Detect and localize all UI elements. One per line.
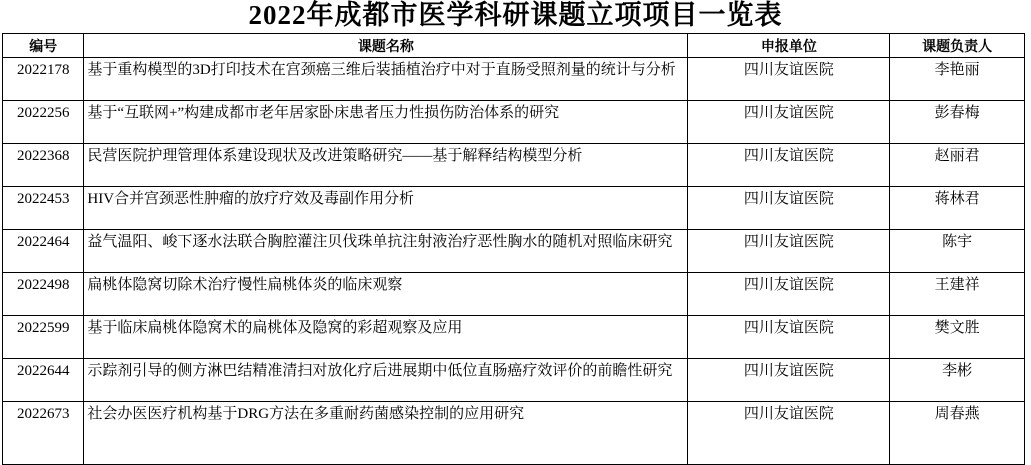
project-id: 2022256: [3, 101, 84, 144]
project-unit: 四川友谊医院: [688, 316, 890, 359]
column-header-name: 课题名称: [84, 34, 688, 58]
project-leader: 李艳丽: [890, 58, 1025, 101]
project-id: 2022644: [3, 359, 84, 402]
project-name: 示踪剂引导的侧方淋巴结精准清扫对放化疗后进展期中低位直肠癌疗效评价的前瞻性研究: [84, 359, 688, 402]
table-row: [3, 58, 1025, 101]
project-name: 基于“互联网+”构建成都市老年居家卧床患者压力性损伤防治体系的研究: [84, 101, 688, 144]
project-unit: 四川友谊医院: [688, 144, 890, 187]
project-leader: 周春燕: [890, 402, 1025, 465]
project-id: 2022498: [3, 273, 84, 316]
project-unit: 四川友谊医院: [688, 101, 890, 144]
project-name: 基于临床扁桃体隐窝术的扁桃体及隐窝的彩超观察及应用: [84, 316, 688, 359]
project-id: 2022178: [3, 58, 84, 101]
project-unit: 四川友谊医院: [688, 402, 890, 465]
table-row: [3, 101, 1025, 144]
column-header-leader: 课题负责人: [890, 34, 1025, 58]
project-leader: 彭春梅: [890, 101, 1025, 144]
table-row: [3, 273, 1025, 316]
project-leader: 陈宇: [890, 230, 1025, 273]
project-leader: 王建祥: [890, 273, 1025, 316]
table-row: [3, 144, 1025, 187]
project-name: 益气温阳、峻下逐水法联合胸腔灌注贝伐珠单抗注射液治疗恶性胸水的随机对照临床研究: [84, 230, 688, 273]
project-name: HIV合并宫颈恶性肿瘤的放疗疗效及毒副作用分析: [84, 187, 688, 230]
table-row: [3, 230, 1025, 273]
project-unit: 四川友谊医院: [688, 273, 890, 316]
table-header-row: [3, 34, 1025, 58]
project-leader: 樊文胜: [890, 316, 1025, 359]
project-id: 2022599: [3, 316, 84, 359]
table-body: [3, 58, 1025, 465]
project-unit: 四川友谊医院: [688, 230, 890, 273]
column-header-id: 编号: [3, 34, 84, 58]
project-id: 2022368: [3, 144, 84, 187]
project-unit: 四川友谊医院: [688, 58, 890, 101]
project-id: 2022673: [3, 402, 84, 465]
projects-table: [2, 33, 1025, 465]
table-row: [3, 359, 1025, 402]
project-id: 2022453: [3, 187, 84, 230]
project-name: 基于重构模型的3D打印技术在宫颈癌三维后装插植治疗中对于直肠受照剂量的统计与分析: [84, 58, 688, 101]
page-title: 2022年成都市医学科研课题立项项目一览表: [248, 0, 783, 30]
project-unit: 四川友谊医院: [688, 359, 890, 402]
project-id: 2022464: [3, 230, 84, 273]
project-leader: 蒋林君: [890, 187, 1025, 230]
table-row: [3, 402, 1025, 465]
project-leader: 赵丽君: [890, 144, 1025, 187]
table-row: [3, 316, 1025, 359]
column-header-unit: 申报单位: [688, 34, 890, 58]
table-row: [3, 187, 1025, 230]
project-leader: 李彬: [890, 359, 1025, 402]
project-name: 社会办医医疗机构基于DRG方法在多重耐药菌感染控制的应用研究: [84, 402, 688, 465]
project-name: 民营医院护理管理体系建设现状及改进策略研究——基于解释结构模型分析: [84, 144, 688, 187]
project-name: 扁桃体隐窝切除术治疗慢性扁桃体炎的临床观察: [84, 273, 688, 316]
project-unit: 四川友谊医院: [688, 187, 890, 230]
